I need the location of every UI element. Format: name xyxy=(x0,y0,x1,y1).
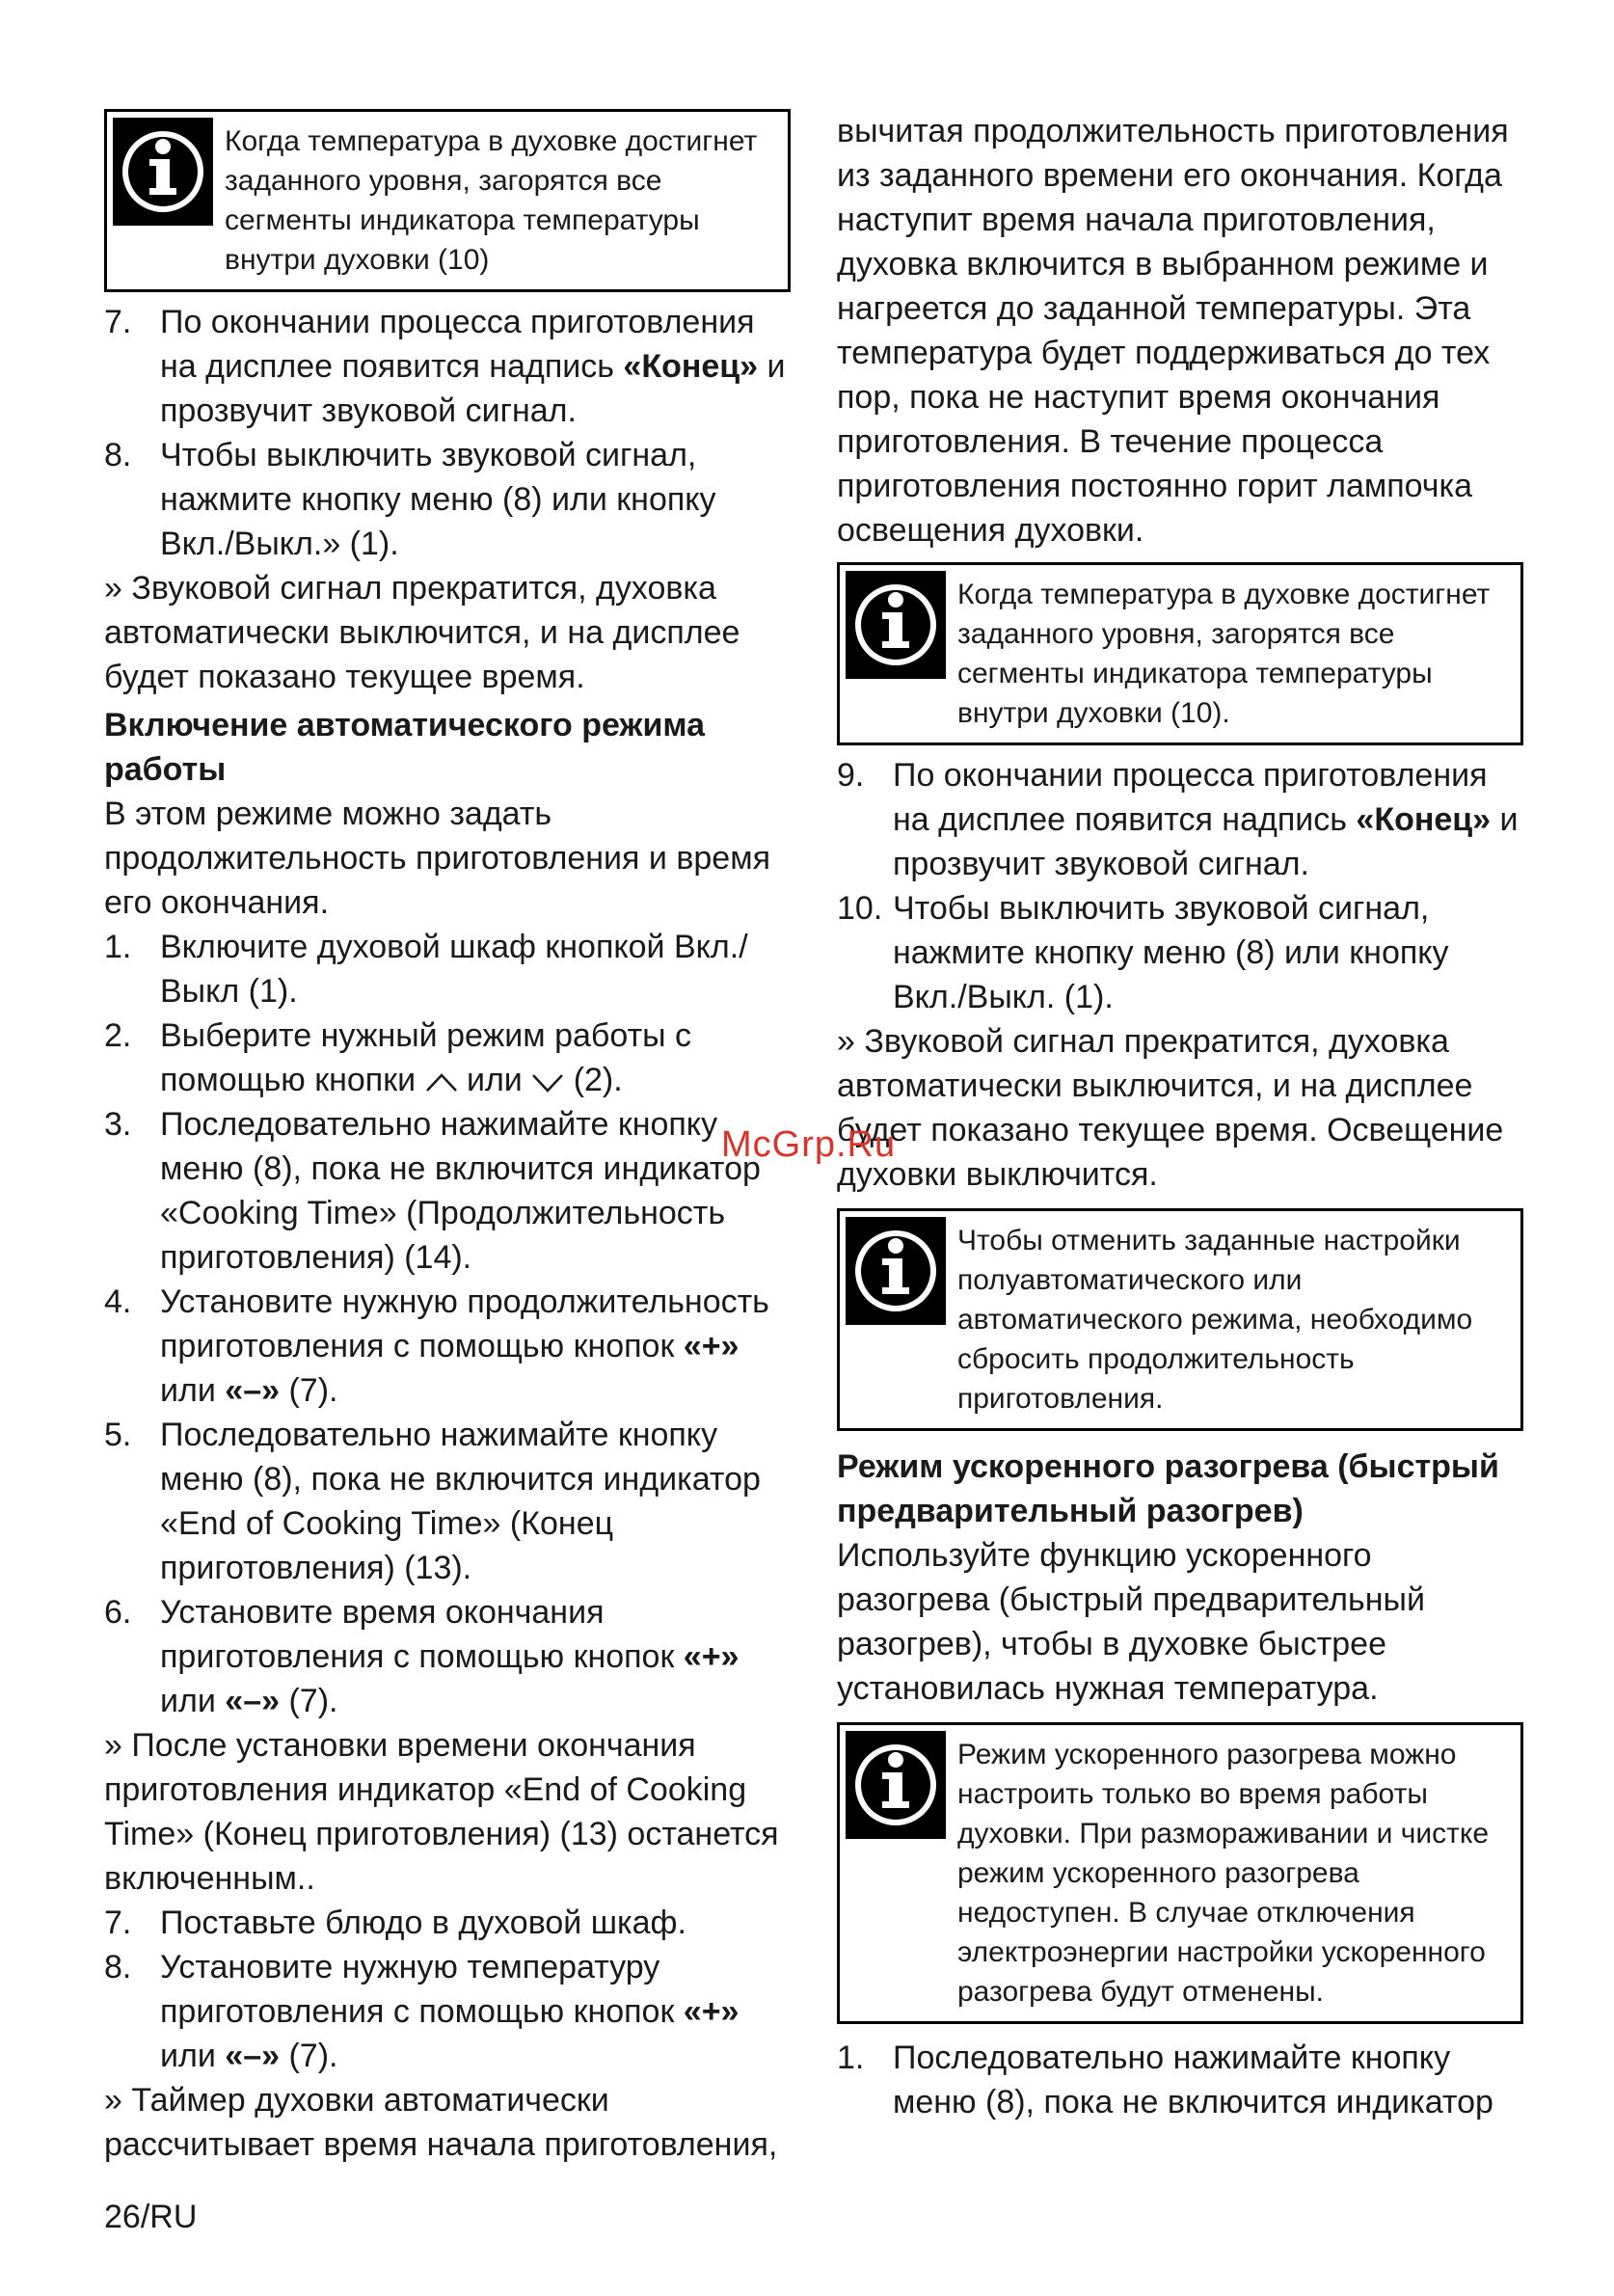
paragraph: Используйте функцию ускоренного разогрева (быстрый предварительный разогрев), чтобы в духовке быстрее установилась нужная температура. xyxy=(837,1537,1425,1707)
paragraph: » Таймер духовки автоматически рассчитывает время начала приготовления, xyxy=(104,2082,778,2163)
paragraph: » Звуковой сигнал прекратится, духовка автоматически выключится, и на дисплее будет показано текущее время. Освещение духовки выключится. xyxy=(837,1023,1504,1193)
section-heading: Включение автоматического режима работы xyxy=(104,707,706,788)
info-note-text: Режим ускоренного разогрева можно настроить только во время работы духовки. При размораживании и чистке режим ускоренного разогрева недоступен. В случае отключения электроэнергии настройки ускоренного разогрева будут отменены. xyxy=(957,1739,1490,2008)
list-item: 6. Установите время окончания приготовления с помощью кнопок «+» или «–» (7). xyxy=(104,1594,740,1719)
paragraph: вычитая продолжительность приготовления из заданного времени его окончания. Когда наступит время начала приготовления, духовка включится в выбранном режиме и нагреется до заданной температуры. Эта температура будет поддерживаться до тех пор, пока не наступит время окончания приготовления. В течение процесса приготовления постоянно горит лампочка освещения духовки. xyxy=(837,113,1509,549)
info-note xyxy=(104,109,791,292)
list-item: 2. Выберите нужный режим работы с помощью кнопки или (2). xyxy=(104,1017,692,1098)
list-item: 4. Установите нужную продолжительность приготовления с помощью кнопок «+» или «–» (7). xyxy=(104,1283,769,1409)
chevron-down-icon xyxy=(531,1071,564,1093)
list-item: 3. Последовательно нажимайте кнопку меню (8), пока не включится индикатор «Cooking Time» (Продолжительность приготовления) (14). xyxy=(104,1106,761,1276)
info-icon xyxy=(846,571,946,679)
left-column xyxy=(104,109,791,2167)
list-item: 10. Чтобы выключить звуковой сигнал, нажмите кнопку меню (8) или кнопку Вкл./Выкл. (1). xyxy=(837,890,1449,1015)
list-item: 5. Последовательно нажимайте кнопку меню (8), пока не включится индикатор «End of Cooking Time» (Конец приготовления) (13). xyxy=(104,1417,761,1586)
chevron-up-icon xyxy=(425,1071,458,1093)
section-heading: Режим ускоренного разогрева (быстрый предварительный разогрев) xyxy=(837,1448,1499,1529)
watermark: McGrp.Ru xyxy=(721,1124,897,1165)
info-icon xyxy=(846,1217,946,1325)
info-note-text: Когда температура в духовке достигнет заданного уровня, загорятся все сегменты индикатора температуры внутри духовки (10). xyxy=(957,579,1491,729)
list-item: 8. Чтобы выключить звуковой сигнал, нажмите кнопку меню (8) или кнопку Вкл./Выкл.» (1). xyxy=(104,437,716,562)
info-icon xyxy=(113,118,213,226)
paragraph: » После установки времени окончания приготовления индикатор «End of Cooking Time» (Конец приготовления) (13) останется включенным.. xyxy=(104,1727,779,1897)
info-icon xyxy=(846,1731,946,1839)
info-note xyxy=(837,1722,1523,2024)
paragraph: » Звуковой сигнал прекратится, духовка автоматически выключится, и на дисплее будет показано текущее время. xyxy=(104,570,740,695)
right-column xyxy=(837,109,1523,2124)
list-item: 1. Последовательно нажимайте кнопку меню (8), пока не включится индикатор xyxy=(837,2039,1493,2120)
list-item: 9. По окончании процесса приготовления на дисплее появится надпись «Конец» и прозвучит звуковой сигнал. xyxy=(837,757,1519,882)
paragraph: В этом режиме можно задать продолжительность приготовления и время его окончания. xyxy=(104,796,770,921)
list-item: 8. Установите нужную температуру приготовления с помощью кнопок «+» или «–» (7). xyxy=(104,1949,740,2074)
info-note xyxy=(837,562,1523,745)
list-item: 7. По окончании процесса приготовления на дисплее появится надпись «Конец» и прозвучит звуковой сигнал. xyxy=(104,304,786,429)
info-note-text: Когда температура в духовке достигнет заданного уровня, загорятся все сегменты индикатора температуры внутри духовки (10) xyxy=(225,125,758,276)
list-item: 1. Включите духовой шкаф кнопкой Вкл./Выкл (1). xyxy=(104,929,748,1010)
info-note-text: Чтобы отменить заданные настройки полуавтоматического или автоматического режима, необходимо сбросить продолжительность приготовления. xyxy=(957,1225,1473,1415)
info-note xyxy=(837,1208,1523,1431)
list-item: 7. Поставьте блюдо в духовой шкаф. xyxy=(104,1904,686,1941)
page-number: 26/RU xyxy=(104,2199,198,2235)
